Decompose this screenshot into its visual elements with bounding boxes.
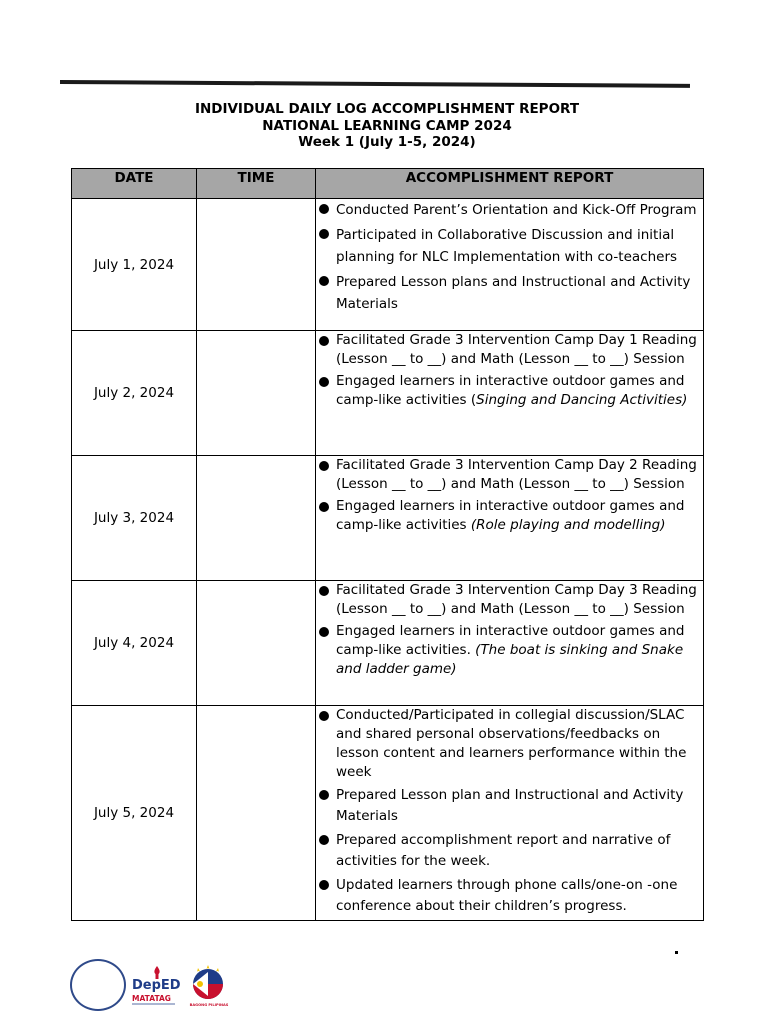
date-cell: July 4, 2024 [72, 581, 197, 706]
report-cell [316, 331, 704, 456]
list-item: Prepared Lesson plans and Instructional and Activity Materials [316, 271, 703, 315]
svg-text:DepED: DepED [132, 978, 181, 993]
bagong-pilipinas-logo [187, 964, 231, 1008]
report-cell [316, 706, 704, 921]
report-week: Week 1 (July 1-5, 2024) [298, 134, 476, 150]
list-item: Participated in Collaborative Discussion and initial planning for NLC Implementation with co-teachers [316, 224, 703, 268]
list-item: Engaged learners in interactive outdoor games and camp-like activities. (The boat is sinking and Snake and ladder game) [316, 622, 703, 679]
report-title-block [0, 101, 768, 151]
time-cell [197, 581, 316, 706]
table-header-row [72, 169, 704, 199]
list-item: Updated learners through phone calls/one-on -one conference about their children’s progress. [316, 875, 703, 917]
date-cell: July 2, 2024 [72, 331, 197, 456]
table-row [72, 706, 704, 921]
report-cell [316, 456, 704, 581]
list-item: Conducted Parent’s Orientation and Kick-Off Program [316, 199, 703, 221]
table-row [72, 581, 704, 706]
svg-text:BAGONG PILIPINAS: BAGONG PILIPINAS [189, 1003, 229, 1007]
report-subtitle: NATIONAL LEARNING CAMP 2024 [262, 117, 512, 134]
table-row [72, 456, 704, 581]
report-title: INDIVIDUAL DAILY LOG ACCOMPLISHMENT REPORT [194, 101, 580, 117]
list-item: Facilitated Grade 3 Intervention Camp Day 2 Reading (Lesson __ to __) and Math (Lesson __ to __) Session [316, 456, 703, 494]
column-header-time: TIME [197, 169, 316, 199]
accomplishment-table [71, 168, 704, 921]
date-cell: July 5, 2024 [72, 706, 197, 921]
date-cell: July 1, 2024 [72, 199, 197, 331]
column-header-report: ACCOMPLISHMENT REPORT [316, 169, 704, 199]
report-cell [316, 199, 704, 331]
top-horizontal-rule [60, 80, 690, 88]
list-item: Engaged learners in interactive outdoor games and camp-like activities (Singing and Dancing Activities) [316, 372, 703, 410]
list-item: Prepared Lesson plan and Instructional and Activity Materials [316, 785, 703, 827]
table-row [72, 331, 704, 456]
deped-matatag-logo [131, 964, 187, 1010]
list-item: Engaged learners in interactive outdoor games and camp-like activities (Role playing and modelling) [316, 497, 703, 535]
column-header-date: DATE [72, 169, 197, 199]
stray-dot [675, 951, 678, 954]
school-seal-placeholder [70, 959, 126, 1011]
report-cell [316, 581, 704, 706]
list-item: Facilitated Grade 3 Intervention Camp Day 3 Reading (Lesson __ to __) and Math (Lesson __ to __) Session [316, 581, 703, 619]
date-cell: July 3, 2024 [72, 456, 197, 581]
list-item: Conducted/Participated in collegial discussion/SLAC and shared personal observations/feedbacks on lesson content and learners performance within the week [316, 706, 703, 782]
time-cell [197, 706, 316, 921]
time-cell [197, 199, 316, 331]
time-cell [197, 456, 316, 581]
list-item: Prepared accomplishment report and narrative of activities for the week. [316, 830, 703, 872]
table-row [72, 199, 704, 331]
list-item: Facilitated Grade 3 Intervention Camp Day 1 Reading (Lesson __ to __) and Math (Lesson __ to __) Session [316, 331, 703, 369]
time-cell [197, 331, 316, 456]
svg-text:MATATAG: MATATAG [132, 994, 171, 1003]
